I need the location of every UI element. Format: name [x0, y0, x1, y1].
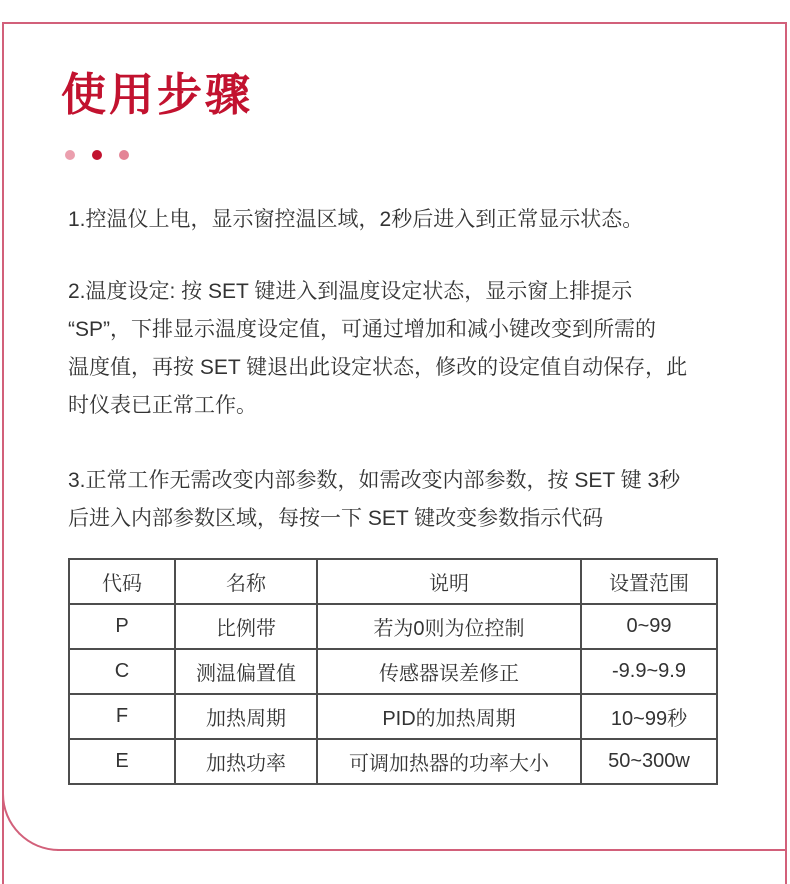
table-header-name: 名称: [175, 559, 317, 604]
table-cell-range: 10~99秒: [581, 694, 717, 739]
table-header-code: 代码: [69, 559, 175, 604]
table-cell-description: 传感器误差修正: [317, 649, 581, 694]
title-accent-dots: [65, 150, 129, 160]
table-cell-description: 可调加热器的功率大小: [317, 739, 581, 784]
table-header-range: 设置范围: [581, 559, 717, 604]
step-3-line-2: 后进入内部参数区域，每按一下 SET 键改变参数指示代码: [68, 507, 604, 530]
frame-bottom-line: [57, 849, 787, 851]
accent-dot-3: [119, 150, 129, 160]
frame-top-line: [2, 22, 787, 24]
frame-corner-arc: [2, 794, 59, 851]
step-2-line-1: 2.温度设定: 按 SET 键进入到温度设定状态，显示窗上排提示: [68, 280, 633, 303]
frame-right-line: [785, 22, 787, 884]
accent-dot-2: [92, 150, 102, 160]
table-cell-name: 加热周期: [175, 694, 317, 739]
table-header-row: [69, 559, 717, 604]
table-row: [69, 604, 717, 649]
table-cell-code: E: [69, 739, 175, 784]
accent-dot-1: [65, 150, 75, 160]
table-cell-code: P: [69, 604, 175, 649]
step-2-line-3: 温度值，再按 SET 键退出此设定状态，修改的设定值自动保存，此: [68, 356, 688, 379]
table-row: [69, 649, 717, 694]
table-cell-range: 50~300w: [581, 739, 717, 784]
table-cell-range: -9.9~9.9: [581, 649, 717, 694]
parameter-table: [68, 558, 718, 785]
step-1-paragraph: [68, 201, 733, 239]
table-cell-description: 若为0则为位控制: [317, 604, 581, 649]
table-row: [69, 694, 717, 739]
table-cell-name: 加热功率: [175, 739, 317, 784]
table-cell-name: 比例带: [175, 604, 317, 649]
table-cell-name: 测温偏置值: [175, 649, 317, 694]
step-3-paragraph: [68, 462, 733, 538]
step-3-line-1: 3.正常工作无需改变内部参数，如需改变内部参数，按 SET 键 3秒: [68, 469, 681, 492]
table-cell-range: 0~99: [581, 604, 717, 649]
table-cell-code: C: [69, 649, 175, 694]
step-2-line-2: “SP”，下排显示温度设定值，可通过增加和减小键改变到所需的: [68, 318, 656, 341]
step-1-line-1: 1.控温仪上电，显示窗控温区域，2秒后进入到正常显示状态。: [68, 208, 644, 231]
step-2-paragraph: [68, 273, 733, 425]
table-row: [69, 739, 717, 784]
table-header-description: 说明: [317, 559, 581, 604]
page-title: 使用步骤: [61, 69, 254, 120]
table-cell-description: PID的加热周期: [317, 694, 581, 739]
step-2-line-4: 时仪表已正常工作。: [68, 394, 257, 417]
table-cell-code: F: [69, 694, 175, 739]
frame-left-line: [2, 22, 4, 884]
